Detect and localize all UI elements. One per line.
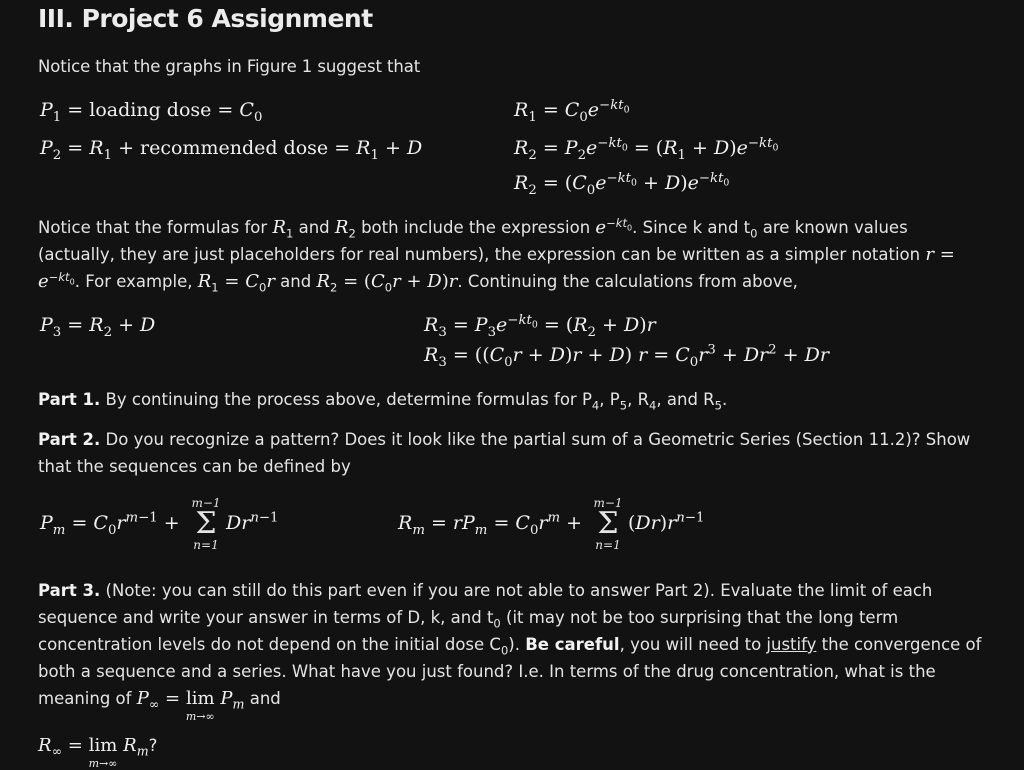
equation-rm-term: $(Dr)r^{n-1}$: [628, 510, 705, 534]
equation-r3a: $R_3 = P_3e^{-kt_0} = (R_2 + D)r$: [424, 312, 656, 340]
equation-p1: $P_1$ = loading dose = $C_0$: [40, 99, 263, 125]
intro-text: Notice that the graphs in Figure 1 suggest that: [38, 57, 421, 76]
sigma-pm: m−1 Σ n=1: [191, 496, 221, 552]
equation-pm-term: $Dr^{n-1}$: [226, 510, 279, 534]
notation-paragraph: Notice that the formulas for $R_1$ and $R_2$ both include the expression $e^{-kt_0}$. Since k and $t_0$ are known values (actually, they are just placeholders for real numbers), the expression can be written as a simpler notation $r = e^{-kt_0}$. For example, $R_1 = C_0r$ and $R_2 = (C_0r + D)r$. Continuing the calculations from above,: [38, 215, 955, 295]
equation-r1: $R_1 = C_0e^{-kt_0}$: [514, 97, 630, 125]
equation-r3b: $R_3 = ((C_0r + D)r + D) r = C_0r^3 + Dr^2 + Dr$: [424, 342, 829, 370]
equation-p2: $P_2 = R_1$ + recommended dose = $R_1 + D$: [40, 137, 423, 163]
equation-rm: $R_m = rP_m = C_0r^m$ +: [398, 510, 583, 538]
equation-r2a: $R_2 = P_2e^{-kt_0} = (R_1 + D)e^{-kt_0}$: [514, 135, 779, 163]
sigma-rm: m−1 Σ n=1: [593, 496, 623, 552]
page-title: III. Project 6 Assignment: [38, 4, 373, 33]
equation-r2b: $R_2 = (C_0e^{-kt_0} + D)e^{-kt_0}$: [514, 170, 730, 198]
equation-pm: $P_m = C_0r^{m-1}$ +: [40, 510, 180, 538]
part2-text: Part 2. Do you recognize a pattern? Does it look like the partial sum of a Geometric Series (Section 11.2)? Show that the sequences can be defined by: [38, 430, 971, 476]
equation-p3: $P_3 = R_2 + D$: [40, 314, 156, 340]
part1-text: Part 1. By continuing the process above, determine formulas for $P_4$, $P_5$, $R_4$, and $R_5$.: [38, 390, 728, 413]
part3-text: Part 3. (Note: you can still do this part even if you are not able to answer Part 2). Evaluate the limit of each sequence and write your answer in terms of D, k, and $t_0$ (it may not be too surprising that the long term concentration levels do not depend on the initial dose $C_0$). Be careful, you will need to justify the convergence of both a sequence and a series. What have you just found? I.e. In terms of the drug concentration, what is the meaning of $P_\infty = \lim$ m→∞ $P_m$ and $R_\infty = \lim$ m→∞ $R_m$?: [38, 581, 982, 770]
